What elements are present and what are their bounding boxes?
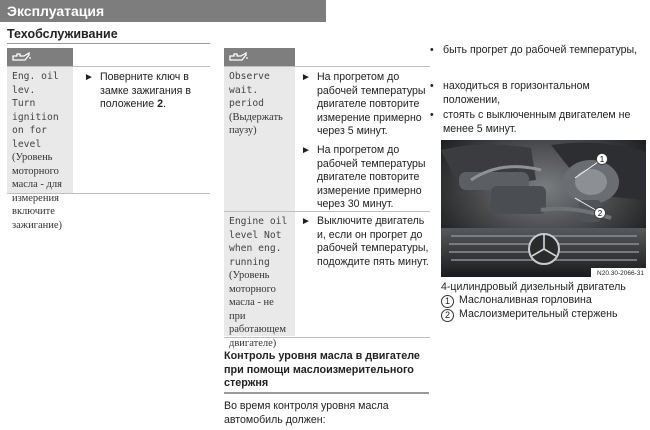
section-rule	[7, 43, 210, 44]
section-title: Техобслуживание	[7, 27, 118, 41]
arrow-icon: ►	[301, 145, 311, 156]
bullet-item: • находиться в горизонтальном положении,	[430, 80, 590, 106]
callout-oil-filler-neck: 1 Маслоналивная горловина	[441, 294, 592, 308]
step-repeat-5min: ► На прогретом до рабочей температуры двигателе повторите измерение примерно через 5 минут.	[301, 71, 426, 137]
oil-can-icon	[11, 51, 31, 63]
figure-code: N20.30-2066-31	[597, 270, 644, 277]
display-message-observe-wait: Observe wait. period (Выдержать паузу)	[224, 67, 295, 211]
chapter-header: Эксплуатация	[0, 0, 326, 22]
step-repeat-30min: ► На прогретом до рабочей температуры двигателе повторите измерение примерно через 30 минут.	[301, 144, 426, 210]
svg-text:1: 1	[599, 155, 605, 164]
oil-can-header	[224, 48, 295, 66]
display-message-eng-oil-level: Eng. oil lev. Turn ignition on for level (Уровень моторного масла - для измерения включите зажигание)	[7, 67, 73, 193]
oil-can-header	[7, 48, 73, 66]
arrow-icon: ►	[301, 216, 311, 227]
arrow-icon: ►	[301, 72, 311, 83]
bullet-item: • быть прогрет до рабочей температуры,	[430, 44, 638, 56]
subsection-heading: Контроль уровня масла в двигателе при помощи маслоизмерительного стержня	[224, 350, 420, 389]
bullet-item: • стоять с выключенным двигателем не менее 5 минут.	[430, 109, 631, 135]
subsection-paragraph: Во время контроля уровня масла автомобиль должен:	[224, 400, 389, 426]
display-message-engine-oil-level: Engine oil level Not when eng. running (Уровень моторного масла - не при работающем двигателе)	[224, 212, 295, 336]
arrow-icon: ►	[84, 72, 94, 83]
figure-caption: 4-цилиндровый дизельный двигатель	[441, 281, 626, 293]
engine-bay-photo	[441, 140, 646, 277]
engine-illustration	[441, 140, 646, 277]
callout-dipstick: 2 Маслоизмерительный стержень	[441, 308, 618, 322]
step-switch-off-engine: ► Выключите двигатель и, если он прогрет до рабочей температуры, подождите пять минут.	[301, 215, 429, 268]
oil-can-icon	[228, 51, 248, 63]
svg-text:2: 2	[597, 209, 603, 218]
step-turn-key: ► Поверните ключ в замке зажигания в положение 2.	[84, 71, 191, 110]
callout-number-icon: 2	[441, 309, 454, 322]
callout-number-icon: 1	[441, 295, 454, 308]
